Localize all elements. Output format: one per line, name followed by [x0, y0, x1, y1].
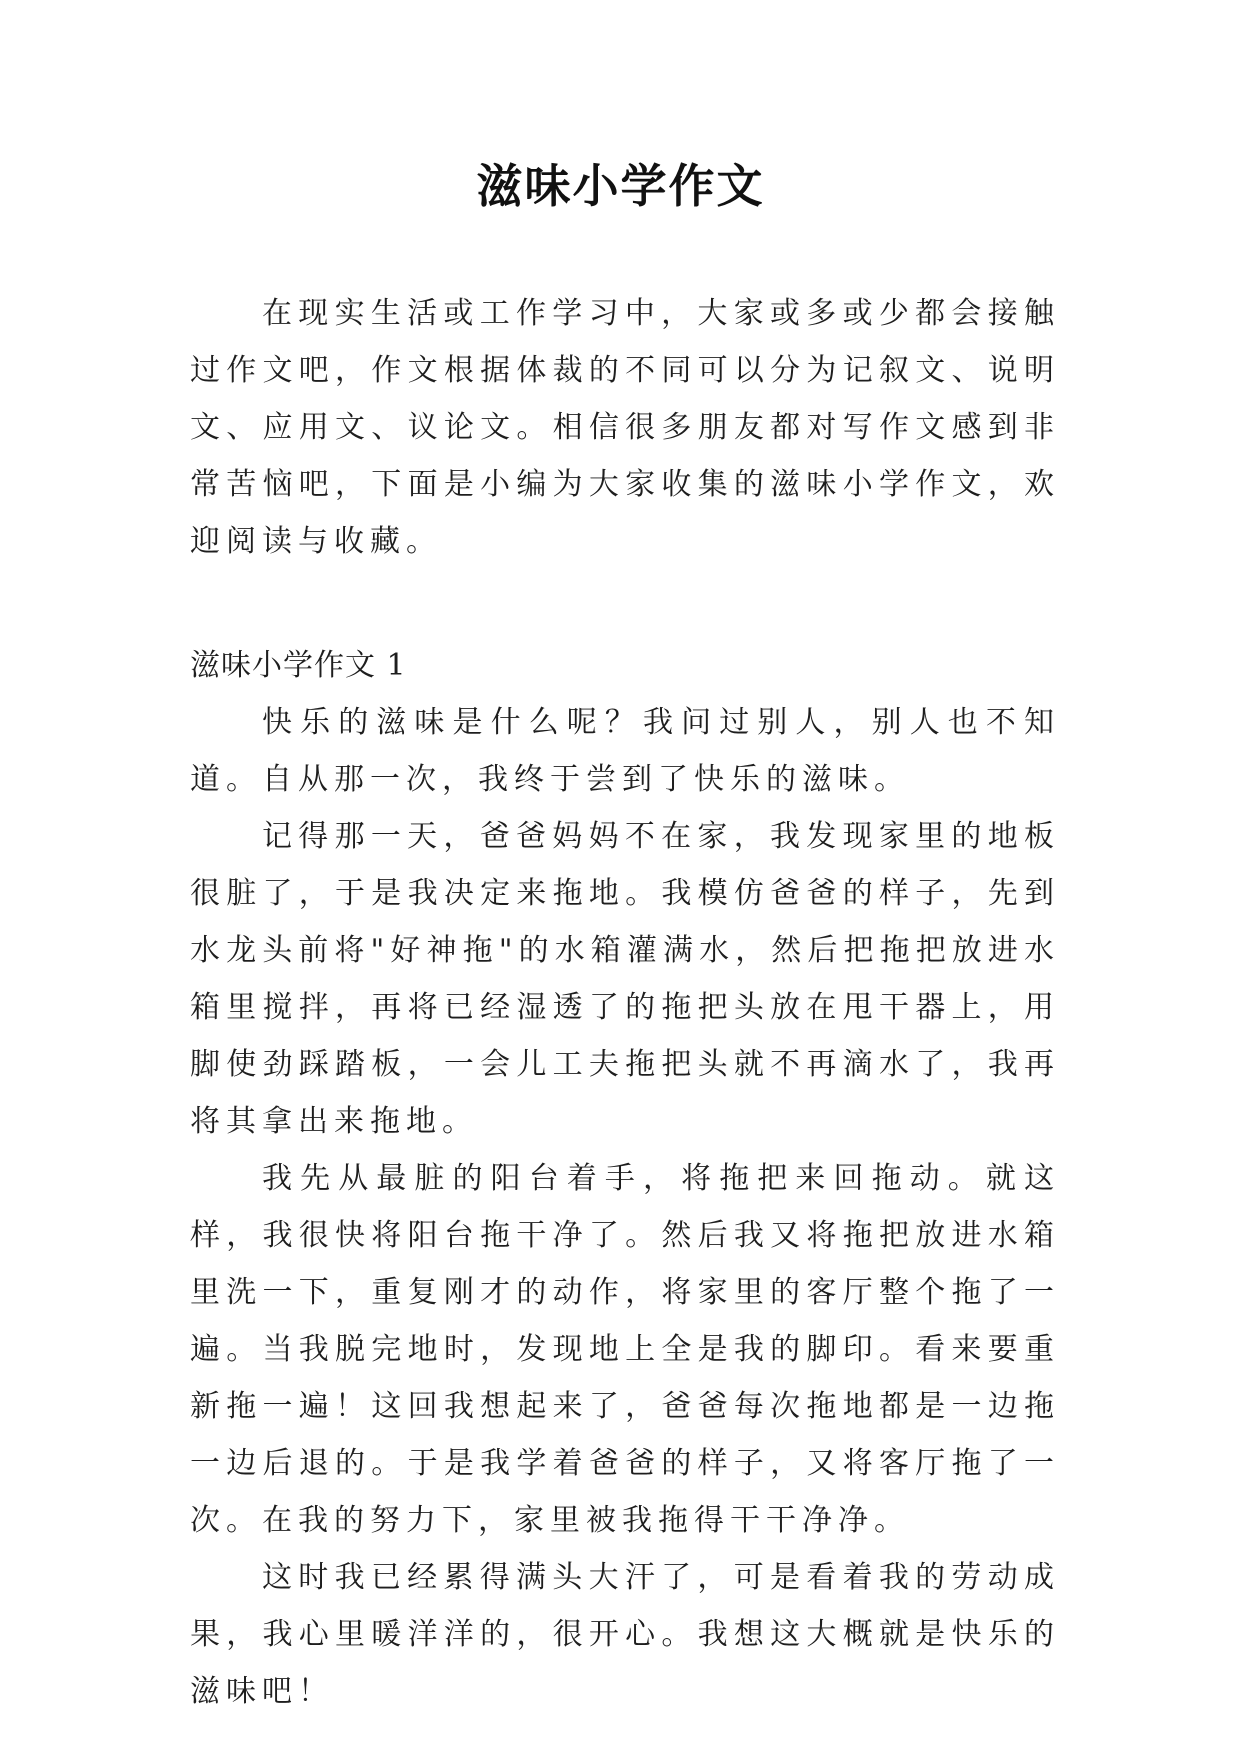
body-paragraph: 快乐的滋味是什么呢？我问过别人，别人也不知道。自从那一次，我终于尝到了快乐的滋味。 [190, 705, 1060, 797]
intro-paragraph: 在现实生活或工作学习中，大家或多或少都会接触过作文吧，作文根据体裁的不同可以分为记叙文、说明文、应用文、议论文。相信很多朋友都对写作文感到非常苦恼吧，下面是小编为大家收集的滋味小学作文，欢迎阅读与收藏。 [190, 296, 1060, 559]
document-title: 滋味小学作文 [476, 159, 765, 213]
document-body [190, 285, 1060, 1720]
section-heading: 滋味小学作文 1 [190, 648, 407, 683]
body-paragraph: 我先从最脏的阳台着手，将拖把来回拖动。就这样，我很快将阳台拖干净了。然后我又将拖把放进水箱里洗一下，重复刚才的动作，将家里的客厅整个拖了一遍。当我脱完地时，发现地上全是我的脚印。看来要重新拖一遍！这回我想起来了，爸爸每次拖地都是一边拖一边后退的。于是我学着爸爸的样子，又将客厅拖了一次。在我的努力下，家里被我拖得干干净净。 [190, 1161, 1060, 1538]
body-paragraph: 记得那一天，爸爸妈妈不在家，我发现家里的地板很脏了，于是我决定来拖地。我模仿爸爸的样子，先到水龙头前将"好神拖"的水箱灌满水，然后把拖把放进水箱里搅拌，再将已经湿透了的拖把头放在甩干器上，用脚使劲踩踏板，一会儿工夫拖把头就不再滴水了，我再将其拿出来拖地。 [190, 819, 1060, 1139]
body-paragraph: 这时我已经累得满头大汗了，可是看着我的劳动成果，我心里暖洋洋的，很开心。我想这大概就是快乐的滋味吧！ [190, 1560, 1060, 1709]
